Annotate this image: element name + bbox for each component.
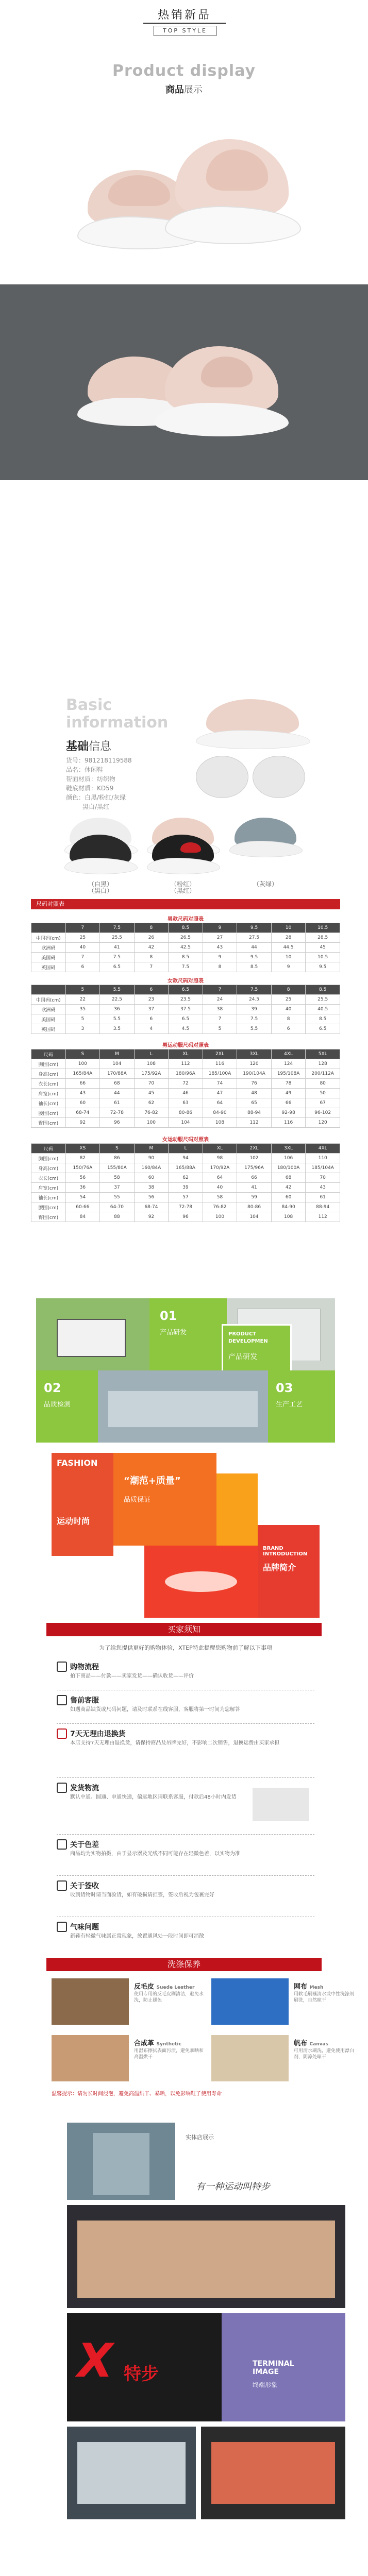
store-interior-photo-3 bbox=[201, 2427, 345, 2519]
product-display-title: Product display bbox=[112, 62, 256, 80]
top-style-badge bbox=[143, 6, 226, 35]
suede-image bbox=[52, 1978, 129, 2025]
header-section bbox=[0, 0, 368, 108]
stores-title: 实体店展示 bbox=[186, 2134, 214, 2141]
care-desc-canvas: 可用清水刷洗，避免使用漂白剂，阴凉处晾干 bbox=[294, 2048, 355, 2060]
fashion-accent-tile bbox=[216, 1473, 258, 1546]
headset-icon bbox=[57, 1695, 67, 1705]
size-table-women-apparel: 尺码 XS S M L XL 2XL 3XL 4XL 胸围(cm) 82 86 90 94 98 102 106 110 身高(cm) 150/76A 155/80A 160/84A 165/88A 170/92A 175/96A 180/100A 185/104A 衣长(cm) 56 58 60 62 64 66 68 70 肩宽(cm) 36 37 38 39 40 41 42 43 袖长(cm) 54 55 56 57 58 59 60 61 腰围(cm) 60-66 64-70 68-74 72-78 76-82 80-86 84-90 88-94 臀围(cm) 84 88 92 96 100 104 108 112 bbox=[31, 1143, 340, 1222]
stores-section bbox=[0, 2102, 368, 2576]
fashion-slogan-tile: “潮范+质量” 品质保证 bbox=[113, 1453, 216, 1546]
size-table-title-men: 男款尺码对照表 bbox=[168, 917, 204, 922]
store-building-photo bbox=[67, 2123, 175, 2200]
mesh-image bbox=[211, 1978, 289, 2025]
size-chart-section bbox=[0, 899, 368, 1296]
fashion-section bbox=[0, 1453, 368, 1618]
fashion-shoe-tile bbox=[144, 1546, 258, 1618]
info-row-color-2: 黑白/黑红 bbox=[82, 803, 110, 810]
palette-icon bbox=[57, 1839, 67, 1850]
info-row-sole: 鞋底材质：KD59 bbox=[66, 785, 114, 792]
basic-info-title-en: Basic information bbox=[66, 696, 169, 732]
note-item: 发货物流 默认中通、圆通、申通快递，偏远地区请联系客服，付款后48小时内发货 bbox=[57, 1783, 314, 1824]
care-title-suede: 反毛皮 Suede Leather bbox=[134, 1983, 195, 1991]
care-tip: 温馨提示：请勿长时间浸泡，避免高温烘干、暴晒，以免影响鞋子使用寿命 bbox=[52, 2091, 222, 2097]
care-title-synthetic: 合成革 Synthetic bbox=[134, 2040, 181, 2047]
color-cards-row-2 bbox=[0, 829, 368, 899]
feature-photo-1 bbox=[36, 1298, 149, 1370]
note-item: 气味问题 新鞋有轻微气味属正常现象，放置通风处一段时间即可消散 bbox=[57, 1922, 314, 1953]
note-item: 关于色差 商品均为实物拍摄，由于显示器及光线不同可能存在轻微色差，以实物为准 bbox=[57, 1839, 314, 1870]
store-interior-photo-2 bbox=[67, 2427, 196, 2519]
shoe-sole-image bbox=[196, 756, 309, 802]
smell-icon bbox=[57, 1922, 67, 1932]
shoe-side-image bbox=[196, 699, 309, 751]
truck-icon bbox=[57, 1783, 67, 1793]
store-interior-photo-1 bbox=[67, 2205, 345, 2308]
care-desc-suede: 使用专用的反毛皮刷清洁，避免水洗，防止褪色 bbox=[134, 1992, 204, 2003]
brand-en: TOP STYLE bbox=[154, 26, 216, 36]
cart-icon bbox=[57, 1662, 67, 1672]
stores-slogan: 有一种运动叫特步 bbox=[196, 2181, 270, 2192]
color-label-white-black: （白黑） bbox=[88, 880, 113, 888]
size-table-title-women: 女款尺码对照表 bbox=[168, 978, 204, 984]
shoe-image-right bbox=[165, 129, 299, 247]
product-display-subtitle: 商品展示 bbox=[165, 84, 203, 95]
xtep-logo-cn: 特步 bbox=[124, 2364, 159, 2384]
size-table-title-women-apparel: 女运动服尺码对照表 bbox=[162, 1137, 209, 1143]
terminal-image-tile: TERMINAL IMAGE 终端形象 bbox=[222, 2313, 345, 2421]
size-table-title-men-apparel: 男运动服尺码对照表 bbox=[162, 1043, 209, 1048]
fashion-brand-tile: BRAND INTRODUCTION 品牌简介 bbox=[258, 1525, 320, 1618]
care-title-canvas: 帆布 Canvas bbox=[294, 2040, 328, 2047]
notes-intro: 为了给您提供更好的购物体验，XTEP特此提醒您购物前了解以下事项 bbox=[99, 1645, 272, 1651]
color-label-black-white: （黑白） bbox=[88, 887, 113, 894]
info-row-sku: 货号：981218119588 bbox=[66, 757, 132, 764]
return-icon bbox=[57, 1728, 67, 1739]
brand-cn: 热销新品 bbox=[157, 9, 211, 22]
feature-tile-01: 01 产品研发 bbox=[149, 1298, 227, 1370]
courier-logos bbox=[253, 1788, 309, 1821]
package-icon bbox=[57, 1880, 67, 1891]
size-table-women: 5 5.5 6 6.5 7 7.5 8 8.5 中国码(cm) 22 22.5 23 23.5 24 24.5 25 25.5 欧洲码 35 36 37 37.5 38 39 40 40.5 美国码 5 5.5 6 6.5 7 7.5 8 8.5 英国码 3 3.5 4 4.5 5 5.5 6 6.5 bbox=[31, 985, 340, 1034]
note-item: 7天无理由退换货 本店支持7天无理由退换货，请保持商品及吊牌完好，不影响二次销售，退换运费由买家承担 bbox=[57, 1728, 314, 1775]
care-desc-mesh: 用软毛刷蘸清水或中性洗涤剂刷洗，自然晾干 bbox=[294, 1992, 355, 2003]
feature-tile-02: 02 品质检测 bbox=[36, 1370, 98, 1443]
note-item: 售前客服 如遇商品缺货或尺码问题，请及时联系在线客服，客服将第一时间为您解答 bbox=[57, 1695, 314, 1721]
color-label-black-red: （黑红） bbox=[170, 887, 195, 894]
size-chart-header: 尺码对照表 bbox=[31, 899, 340, 909]
color-label-pink: （粉红） bbox=[170, 880, 195, 888]
note-item: 购物流程 拍下商品——付款——卖家发货——确认收货——评价 bbox=[57, 1662, 314, 1687]
info-row-name: 品名：休闲鞋 bbox=[66, 766, 104, 773]
size-table-men: 7 7.5 8 8.5 9 9.5 10 10.5 中国码(cm) 25 25.5 26 26.5 27 27.5 28 28.5 欧洲码 40 41 42 42.5 43 44 44.5 45 美国码 7 7.5 8 8.5 9 9.5 10 10.5 英国码 6 6.5 7 7.5 8 8.5 9 9.5 bbox=[31, 923, 340, 972]
notes-header: 买家须知 bbox=[46, 1623, 322, 1636]
product-image-2 bbox=[0, 284, 368, 480]
color-card-black-red[interactable] bbox=[144, 829, 222, 891]
info-row-color: 颜色：白黑/粉红/灰绿 bbox=[66, 794, 126, 801]
color-label-grey-green: （灰绿） bbox=[253, 880, 278, 888]
color-card-black-white[interactable] bbox=[62, 829, 139, 891]
care-header: 洗涤保养 bbox=[46, 1958, 322, 1971]
feature-section bbox=[0, 1298, 368, 1443]
shoe-image-grey-right bbox=[155, 341, 289, 444]
synthetic-image bbox=[52, 2035, 129, 2081]
basic-info-title-cn: 基础信息 bbox=[66, 740, 112, 753]
divider bbox=[143, 23, 226, 24]
fashion-title-tile: FASHION 运动时尚 bbox=[52, 1453, 113, 1556]
store-logo-photo bbox=[67, 2313, 222, 2421]
size-table-men-apparel: 尺码 S M L XL 2XL 3XL 4XL 5XL 胸围(cm) 100 104 108 112 116 120 124 128 身高(cm) 165/84A 170/88A 175/92A 180/96A 185/100A 190/104A 195/108A 200/112A 衣长(cm) 66 68 70 72 74 76 78 80 肩宽(cm) 43 44 45 46 47 48 49 50 袖长(cm) 60 61 62 63 64 65 66 67 腰围(cm) 68-74 72-78 76-82 80-86 84-90 88-94 92-98 96-102 臀围(cm) 92 96 100 104 108 112 116 120 bbox=[31, 1049, 340, 1128]
feature-photo-factory bbox=[98, 1370, 268, 1443]
info-row-upper: 帮面材质：纺织物 bbox=[66, 775, 116, 783]
feature-dev-box: PRODUCT DEVELOPMEN 产品研发 bbox=[222, 1324, 292, 1379]
feature-tile-03: 03 生产工艺 bbox=[268, 1370, 335, 1443]
product-image-1 bbox=[0, 108, 368, 283]
care-title-mesh: 网布 Mesh bbox=[294, 1983, 324, 1991]
note-item: 关于签收 收到货物时请当面验货，如有破损请拒签，签收后视为包裹完好 bbox=[57, 1880, 314, 1911]
xtep-logo: X bbox=[77, 2334, 113, 2388]
canvas-image bbox=[211, 2035, 289, 2081]
care-desc-synthetic: 用湿布擦拭表面污渍，避免暴晒和高温烘干 bbox=[134, 2048, 204, 2060]
